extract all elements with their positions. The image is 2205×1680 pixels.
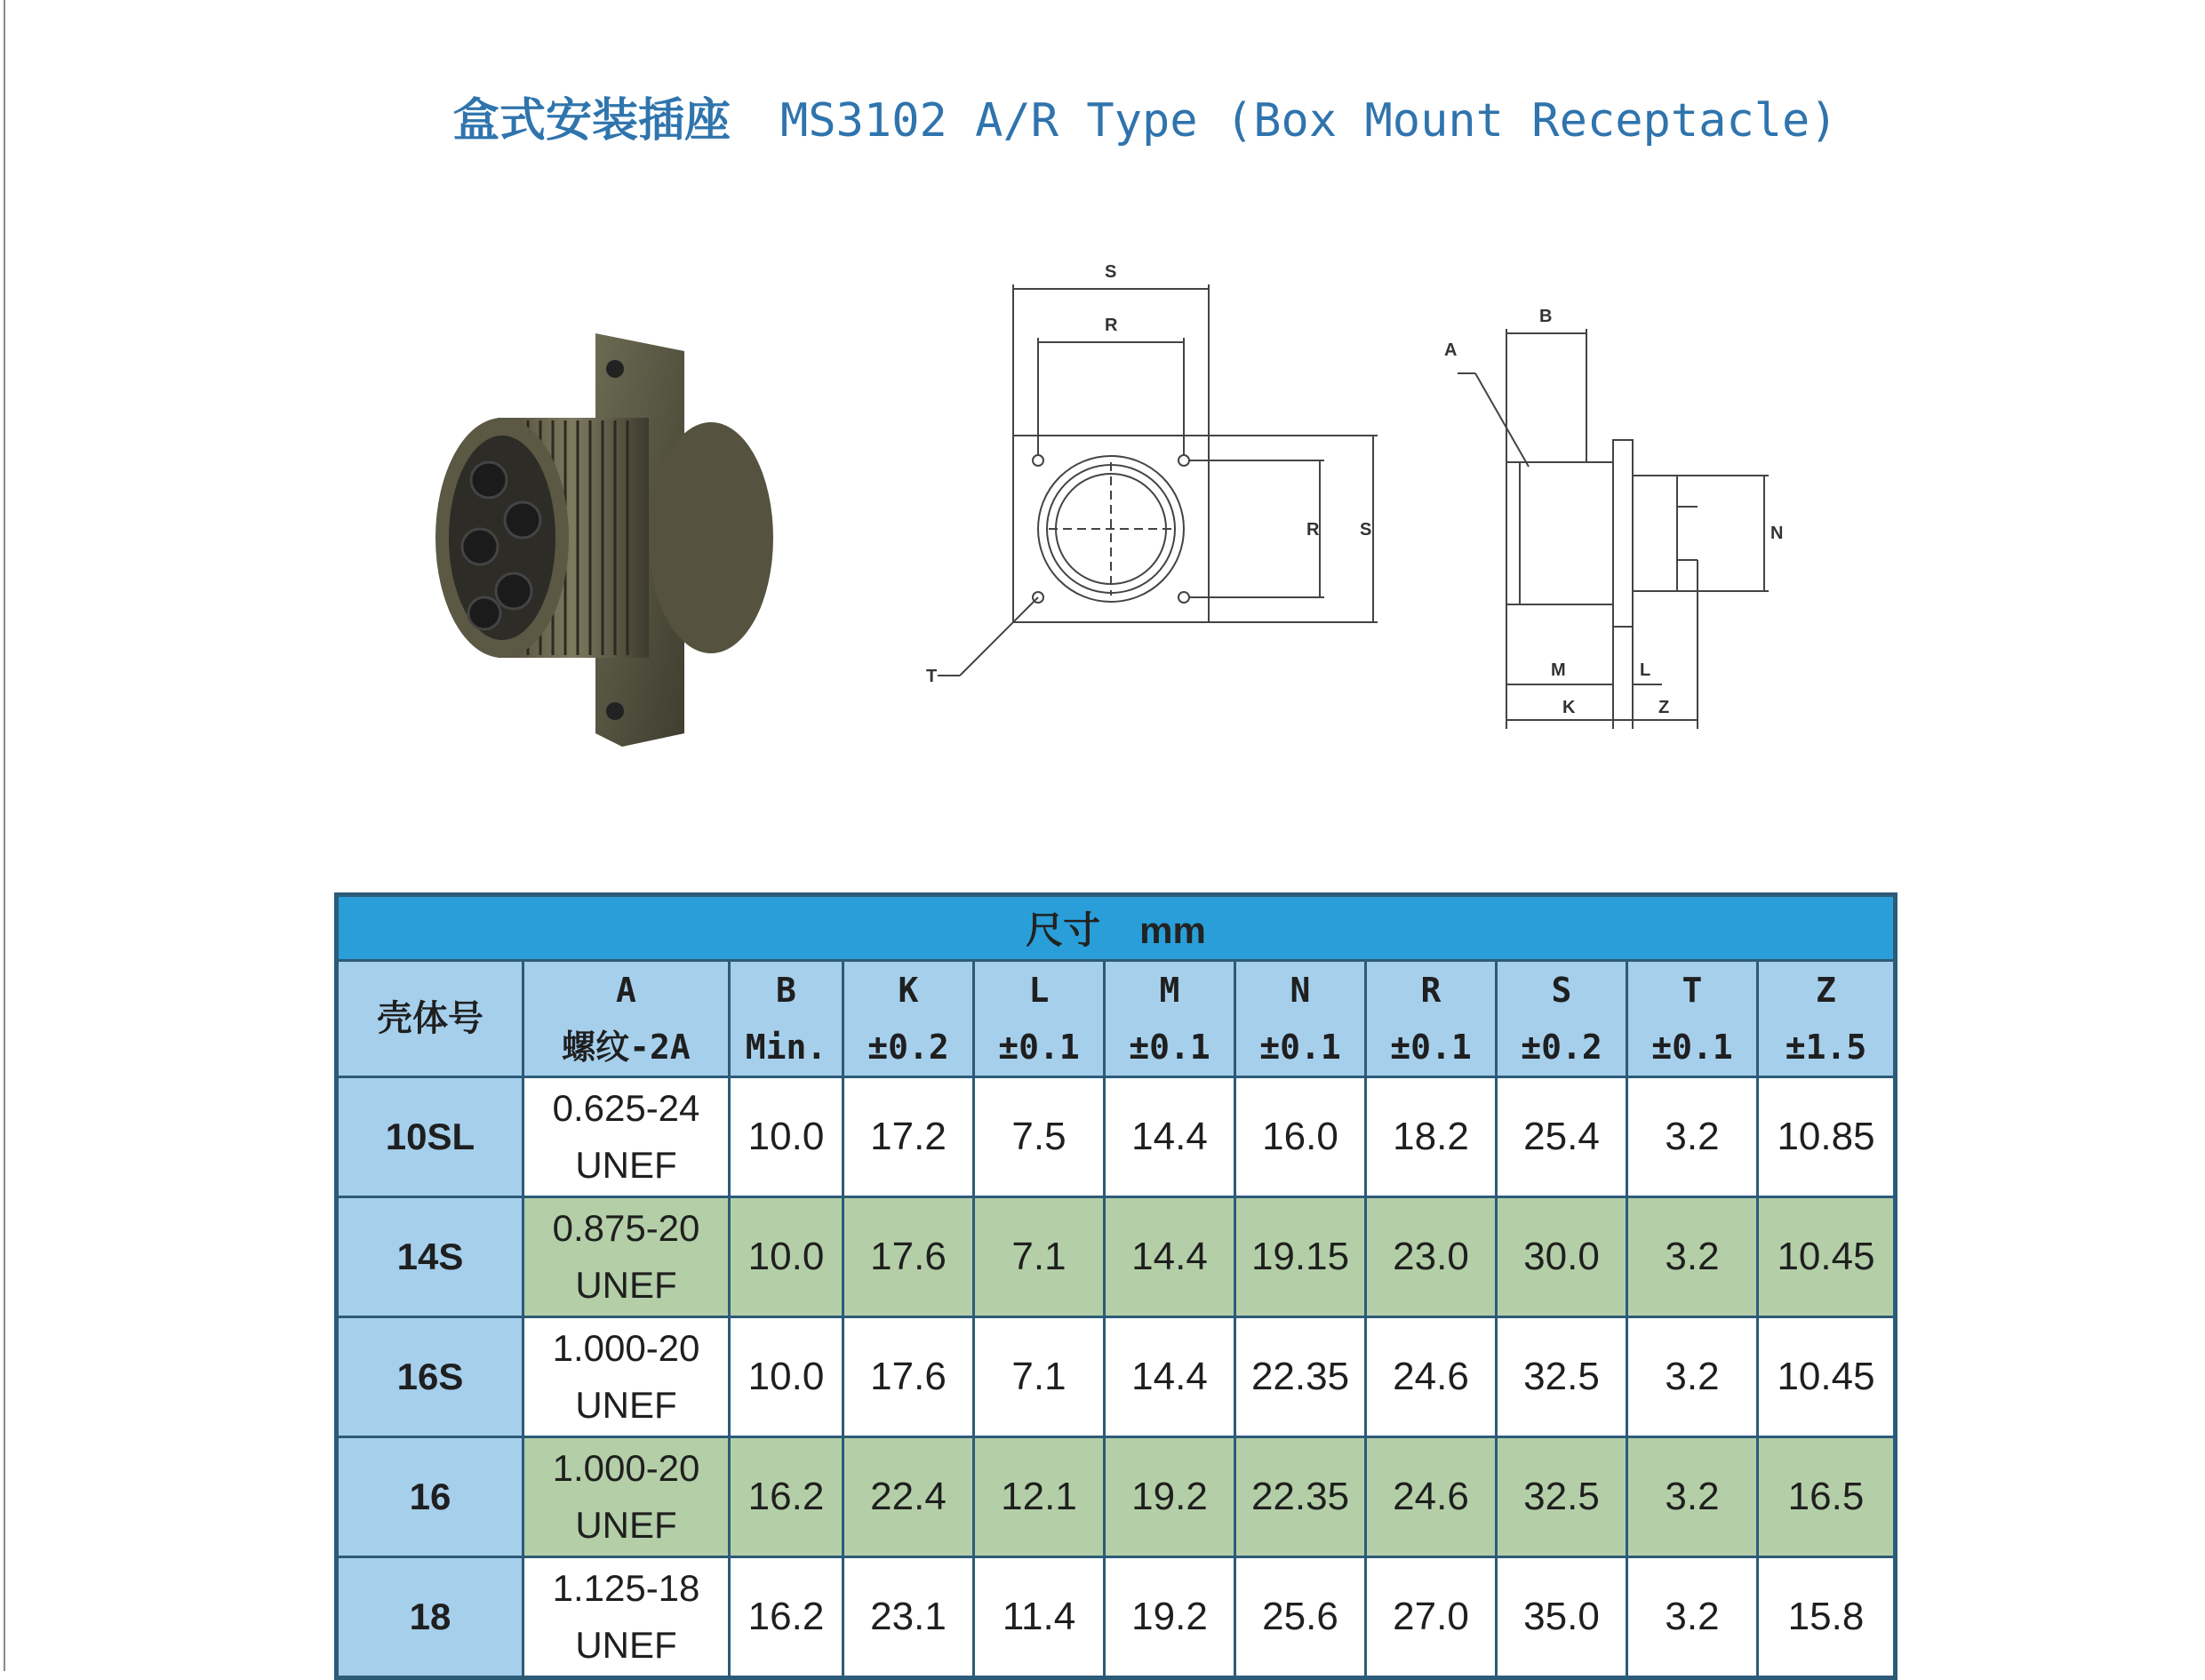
dim-label-n: N <box>1770 524 1784 543</box>
page-left-border <box>4 0 5 1671</box>
table-caption-unit: mm <box>1139 909 1206 951</box>
dim-z: 10.45 <box>1758 1317 1896 1437</box>
dim-label-t: T <box>926 667 938 686</box>
thread-a <box>523 1317 730 1437</box>
dim-k: 17.6 <box>843 1317 974 1437</box>
shell-size: 14S <box>337 1197 523 1317</box>
dim-label-m: M <box>1551 660 1566 680</box>
header-r-bottom: ±0.1 <box>1390 1028 1472 1067</box>
dim-s: 32.5 <box>1497 1437 1627 1557</box>
header-z-top: Z <box>1816 971 1836 1010</box>
header-r <box>1366 961 1497 1077</box>
thread-spec: 0.625-24 <box>552 1087 700 1129</box>
page-title <box>453 85 1840 156</box>
header-b-top: B <box>776 971 796 1010</box>
header-a <box>523 961 730 1077</box>
header-s-top: S <box>1551 971 1572 1010</box>
header-r-top: R <box>1420 971 1442 1010</box>
dim-n: 25.6 <box>1235 1557 1366 1678</box>
dim-l: 12.1 <box>974 1437 1105 1557</box>
header-a-top: A <box>616 971 636 1010</box>
header-s <box>1497 961 1627 1077</box>
dim-t: 3.2 <box>1627 1317 1758 1437</box>
dim-label-r-top: R <box>1105 316 1118 335</box>
table-caption-text: 尺寸 <box>1026 909 1101 951</box>
dim-t: 3.2 <box>1627 1437 1758 1557</box>
dim-label-a: A <box>1444 340 1458 360</box>
dim-b: 16.2 <box>730 1437 843 1557</box>
header-m-top: M <box>1159 971 1180 1010</box>
header-k-top: K <box>898 971 919 1010</box>
dim-k: 17.6 <box>843 1197 974 1317</box>
dim-label-l: L <box>1640 660 1651 680</box>
thread-a <box>523 1077 730 1197</box>
header-m <box>1105 961 1235 1077</box>
dim-k: 23.1 <box>843 1557 974 1678</box>
connector-photo <box>418 316 835 760</box>
dim-l: 7.1 <box>974 1317 1105 1437</box>
header-l-bottom: ±0.1 <box>998 1028 1080 1067</box>
dim-m: 14.4 <box>1105 1197 1235 1317</box>
dim-b: 16.2 <box>730 1557 843 1678</box>
header-a-bottom: 螺纹-2A <box>562 1028 691 1067</box>
thread-class: UNEF <box>575 1384 677 1426</box>
header-shell <box>337 961 523 1077</box>
dimensions-table <box>334 892 1897 1680</box>
dim-t: 3.2 <box>1627 1077 1758 1197</box>
dim-label-r-right: R <box>1306 520 1320 540</box>
dim-t: 3.2 <box>1627 1557 1758 1678</box>
table-row <box>337 1317 1896 1437</box>
dim-k: 22.4 <box>843 1437 974 1557</box>
table-row <box>337 1197 1896 1317</box>
thread-a <box>523 1437 730 1557</box>
header-t <box>1627 961 1758 1077</box>
dim-t: 3.2 <box>1627 1197 1758 1317</box>
thread-a <box>523 1557 730 1678</box>
header-n-bottom: ±0.1 <box>1259 1028 1341 1067</box>
dim-b: 10.0 <box>730 1197 843 1317</box>
dim-s: 35.0 <box>1497 1557 1627 1678</box>
header-l <box>974 961 1105 1077</box>
dim-l: 11.4 <box>974 1557 1105 1678</box>
dim-s: 30.0 <box>1497 1197 1627 1317</box>
page-title-en: MS3102 A/R Type (Box Mount Receptacle) <box>780 94 1838 148</box>
dim-r: 24.6 <box>1366 1437 1497 1557</box>
thread-spec: 1.125-18 <box>552 1567 700 1609</box>
dim-m: 14.4 <box>1105 1317 1235 1437</box>
thread-spec: 1.000-20 <box>552 1327 700 1369</box>
dim-l: 7.1 <box>974 1197 1105 1317</box>
header-n <box>1235 961 1366 1077</box>
dim-z: 15.8 <box>1758 1557 1896 1678</box>
dim-r: 23.0 <box>1366 1197 1497 1317</box>
dim-n: 16.0 <box>1235 1077 1366 1197</box>
header-t-top: T <box>1682 971 1703 1010</box>
shell-size: 16 <box>337 1437 523 1557</box>
dim-s: 25.4 <box>1497 1077 1627 1197</box>
table-row <box>337 1077 1896 1197</box>
thread-class: UNEF <box>575 1504 677 1546</box>
thread-a <box>523 1197 730 1317</box>
header-l-top: L <box>1028 971 1050 1010</box>
header-z-bottom: ±1.5 <box>1785 1028 1867 1067</box>
header-t-bottom: ±0.1 <box>1651 1028 1733 1067</box>
dim-label-z: Z <box>1658 698 1670 717</box>
dimension-drawing <box>915 258 1813 756</box>
header-n-top: N <box>1290 971 1311 1010</box>
shell-size: 16S <box>337 1317 523 1437</box>
thread-spec: 0.875-20 <box>552 1207 700 1249</box>
header-b-bottom: Min. <box>745 1028 827 1067</box>
dim-l: 7.5 <box>974 1077 1105 1197</box>
thread-class: UNEF <box>575 1624 677 1666</box>
header-s-bottom: ±0.2 <box>1521 1028 1602 1067</box>
header-k <box>843 961 974 1077</box>
table-row <box>337 1557 1896 1678</box>
thread-class: UNEF <box>575 1264 677 1306</box>
dim-z: 10.85 <box>1758 1077 1896 1197</box>
dim-label-s-right: S <box>1360 520 1372 540</box>
header-z <box>1758 961 1896 1077</box>
shell-size: 10SL <box>337 1077 523 1197</box>
dim-n: 22.35 <box>1235 1317 1366 1437</box>
header-shell-label: 壳体号 <box>377 998 483 1039</box>
dim-r: 18.2 <box>1366 1077 1497 1197</box>
dim-r: 24.6 <box>1366 1317 1497 1437</box>
header-m-bottom: ±0.1 <box>1129 1028 1210 1067</box>
dim-m: 19.2 <box>1105 1437 1235 1557</box>
page-title-cn: 盒式安装插座 <box>453 94 731 148</box>
dim-label-b: B <box>1539 307 1553 326</box>
table-caption <box>337 895 1896 961</box>
dim-n: 22.35 <box>1235 1437 1366 1557</box>
header-b <box>730 961 843 1077</box>
thread-class: UNEF <box>575 1144 677 1186</box>
table-row <box>337 1437 1896 1557</box>
dim-b: 10.0 <box>730 1077 843 1197</box>
dim-m: 19.2 <box>1105 1557 1235 1678</box>
thread-spec: 1.000-20 <box>552 1447 700 1489</box>
dim-z: 16.5 <box>1758 1437 1896 1557</box>
header-k-bottom: ±0.2 <box>867 1028 949 1067</box>
dim-s: 32.5 <box>1497 1317 1627 1437</box>
dim-b: 10.0 <box>730 1317 843 1437</box>
table-header-row <box>337 961 1896 1077</box>
shell-size: 18 <box>337 1557 523 1678</box>
dim-n: 19.15 <box>1235 1197 1366 1317</box>
dim-z: 10.45 <box>1758 1197 1896 1317</box>
dim-label-k: K <box>1562 698 1576 717</box>
dim-k: 17.2 <box>843 1077 974 1197</box>
dim-m: 14.4 <box>1105 1077 1235 1197</box>
dim-label-s-top: S <box>1105 262 1117 282</box>
dim-r: 27.0 <box>1366 1557 1497 1678</box>
